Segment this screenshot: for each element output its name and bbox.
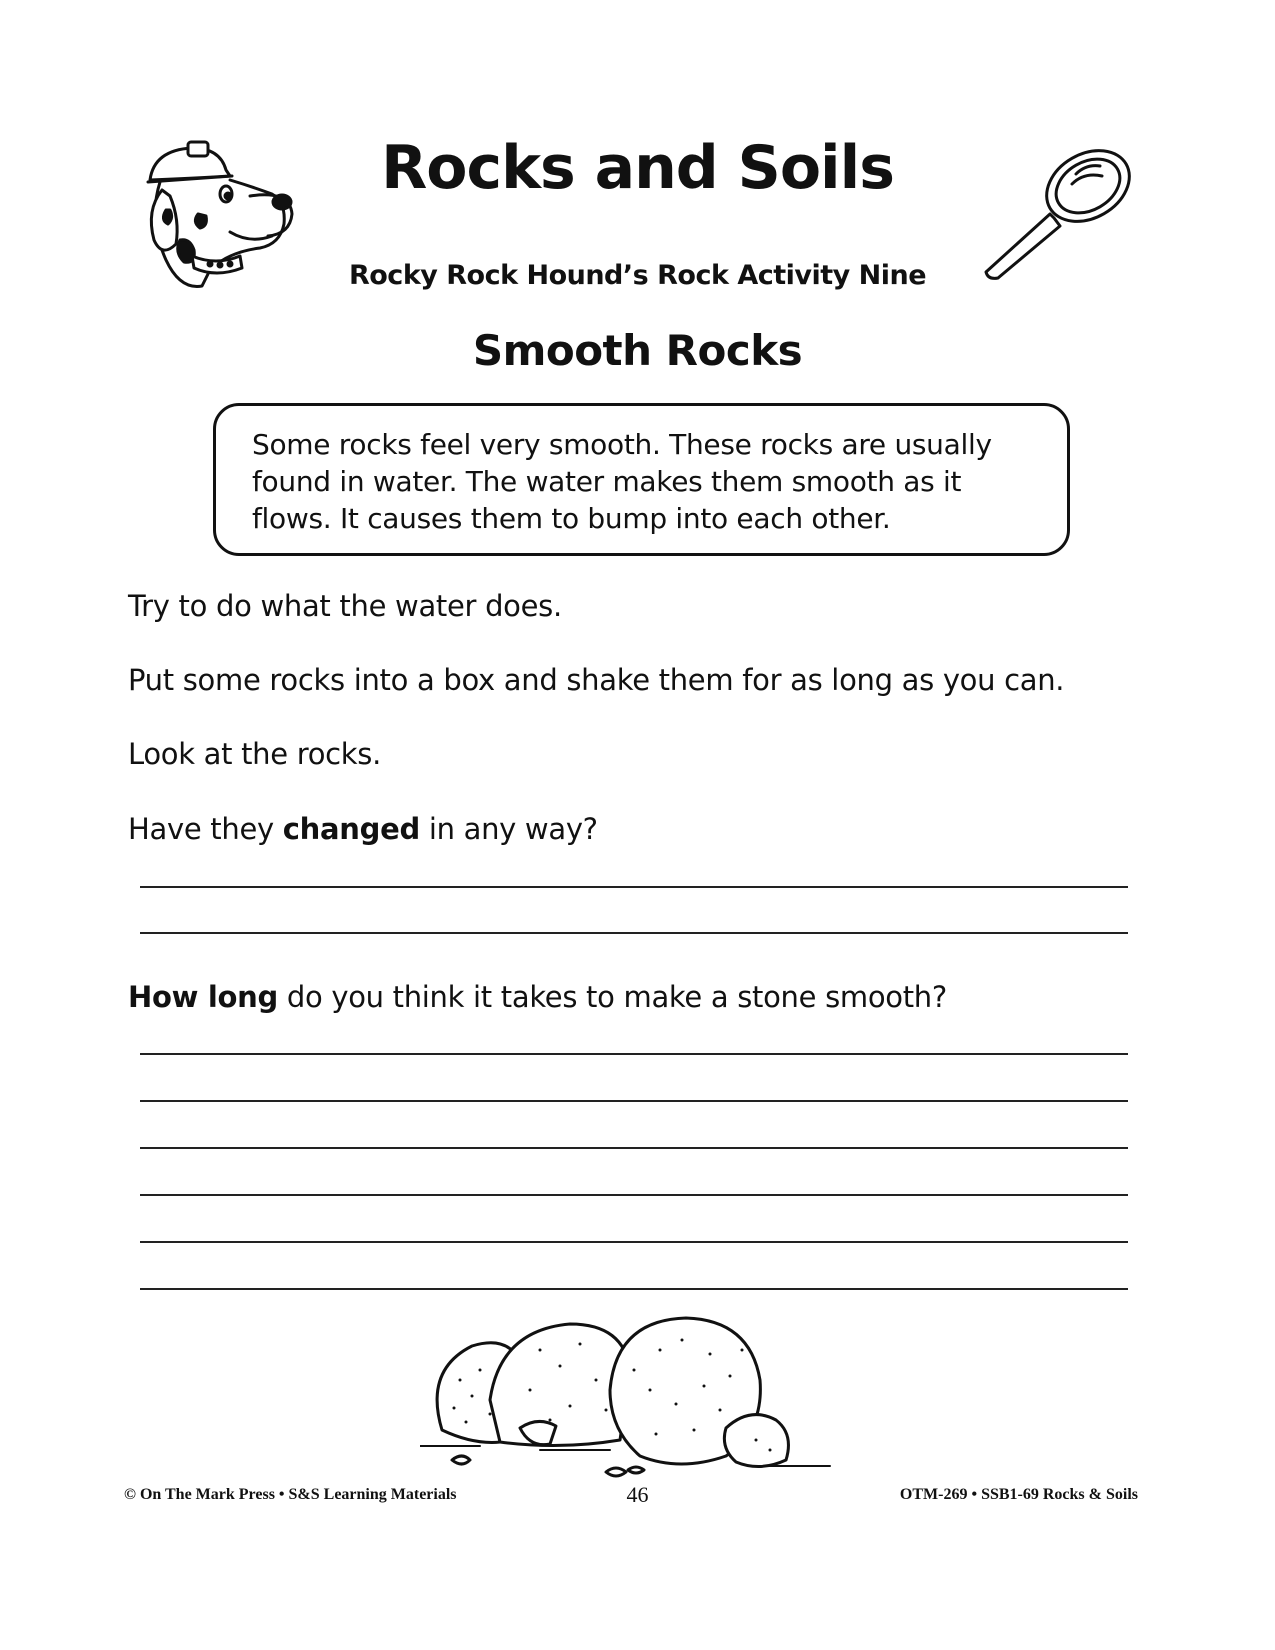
answer-line[interactable] <box>140 932 1128 934</box>
question-bold: changed <box>282 812 420 846</box>
question-bold: How long <box>128 980 278 1014</box>
page-subtitle: Rocky Rock Hound’s Rock Activity Nine <box>348 260 927 291</box>
footer-product-code: OTM-269 • SSB1-69 Rocks & Soils <box>899 1486 1138 1503</box>
info-box-line: Some rocks feel very smooth. These rocks are usually <box>252 428 992 461</box>
answer-line[interactable] <box>140 1147 1128 1149</box>
instruction-3: Look at the rocks. <box>128 737 382 771</box>
answer-line[interactable] <box>140 1288 1128 1290</box>
answer-line[interactable] <box>140 1194 1128 1196</box>
question-text: do you think it takes to make a stone smooth? <box>277 980 947 1014</box>
question-changed <box>128 812 598 846</box>
info-box <box>213 403 1070 556</box>
answer-line[interactable] <box>140 1053 1128 1055</box>
page-title: Rocks and Soils <box>381 133 894 203</box>
footer-publisher: © On The Mark Press • S&S Learning Materials <box>124 1486 457 1503</box>
instruction-1: Try to do what the water does. <box>128 589 562 623</box>
answer-line[interactable] <box>140 1100 1128 1102</box>
rocks-icon <box>420 1310 840 1485</box>
answer-line[interactable] <box>140 1241 1128 1243</box>
question-text: in any way? <box>419 812 598 846</box>
answer-line[interactable] <box>140 886 1128 888</box>
question-how-long <box>128 980 947 1014</box>
question-text: Have they <box>128 812 283 846</box>
info-box-line: flows. It causes them to bump into each other. <box>252 502 891 535</box>
info-box-line: found in water. The water makes them smooth as it <box>252 465 962 498</box>
page-number: 46 <box>626 1482 649 1507</box>
activity-title: Smooth Rocks <box>472 326 803 375</box>
instruction-2: Put some rocks into a box and shake them for as long as you can. <box>128 663 1065 697</box>
